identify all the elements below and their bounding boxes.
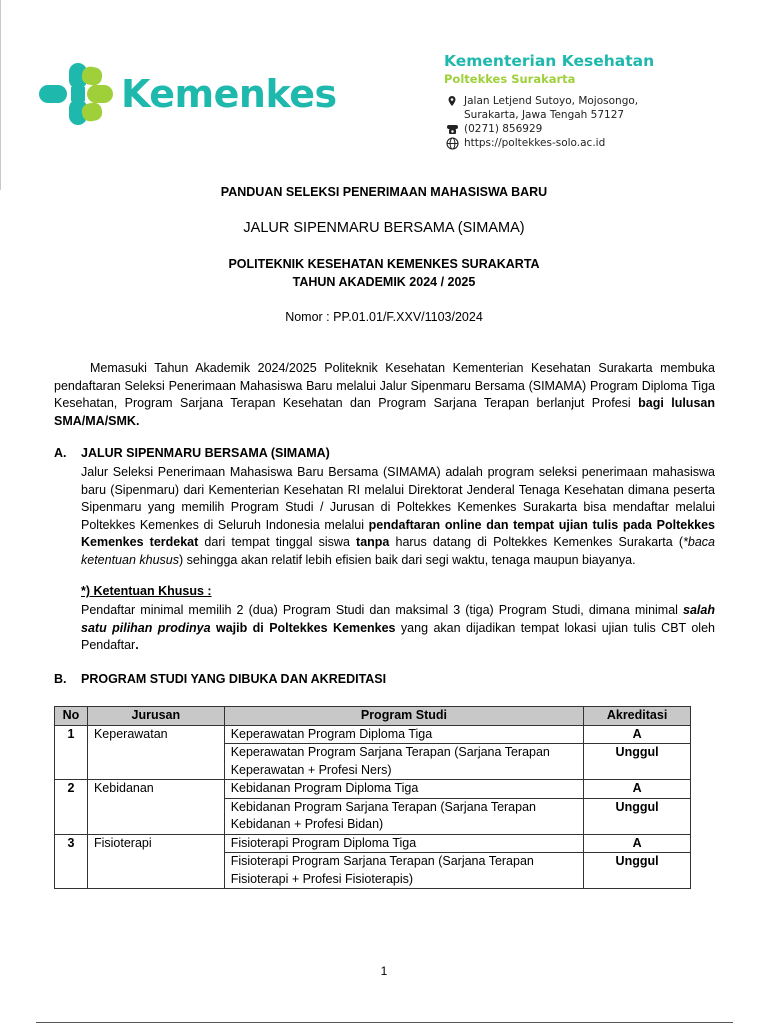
institution-title: POLITEKNIK KESEHATAN KEMENKES SURAKARTA <box>228 257 540 271</box>
doc-title: PANDUAN SELEKSI PENERIMAAN MAHASISWA BARU <box>220 185 548 199</box>
table-row <box>55 725 691 744</box>
table-header-cell: Program Studi <box>224 707 583 726</box>
document-number: Nomor : PP.01.01/F.XXV/1103/2024 <box>285 310 483 324</box>
accreditation-cell: Unggul <box>584 853 691 889</box>
special-provisions-paragraph: Pendaftar minimal memilih 2 (dua) Program Studi dan maksimal 3 (tiga) Program Studi, dimana minimal salah satu pilihan prodinya wajib di Poltekkes Kemenkes yang akan dijadikan tempat lokasi ujian tulis CBT oleh Pendaftar. <box>81 603 715 652</box>
org-block <box>444 52 654 86</box>
program-cell: Kebidanan Program Diploma Tiga <box>224 780 583 799</box>
org-sub: Poltekkes Surakarta <box>444 72 576 86</box>
footer-rule <box>36 1022 733 1023</box>
website-link[interactable]: https://poltekkes-solo.ac.id <box>464 137 606 149</box>
program-cell: Fisioterapi Program Diploma Tiga <box>224 834 583 853</box>
program-cell: Keperawatan Program Diploma Tiga <box>224 725 583 744</box>
academic-year: TAHUN AKADEMIK 2024 / 2025 <box>292 275 476 289</box>
contact-block <box>446 95 638 151</box>
program-table <box>54 706 691 889</box>
section-a-paragraph: Jalur Seleksi Penerimaan Mahasiswa Baru Bersama (SIMAMA) adalah program seleksi penerimaan mahasiswa baru (Sipenmaru) dari Kementerian Kesehatan RI melalui Direktorat Jenderal Tenaga Kesehatan dimana peserta Sipenmaru yang memilih Program Studi / Jurusan di Poltekkes Kemenkes Surakarta bisa mendaftar melalui Poltekkes Kemenkes di Seluruh Indonesia melalui pendaftaran online dan tempat ujian tulis pada Poltekkes Kemenkes terdekat dari tempat tinggal siswa tanpa harus datang di Poltekkes Kemenkes Surakarta (*baca ketentuan khusus) sehingga akan relatif lebih efisien baik dari segi waktu, tenaga maupun biayanya. <box>81 465 716 567</box>
left-margin-rule <box>0 0 1 190</box>
program-cell: Kebidanan Program Sarjana Terapan (Sarjana Terapan Kebidanan + Profesi Bidan) <box>224 798 583 834</box>
row-number: 2 <box>55 780 88 835</box>
table-header-cell: Jurusan <box>87 707 224 726</box>
accreditation-cell: Unggul <box>584 798 691 834</box>
accreditation-cell: Unggul <box>584 744 691 780</box>
section-a-heading: A. JALUR SIPENMARU BERSAMA (SIMAMA) <box>54 446 330 460</box>
accreditation-cell: A <box>584 780 691 799</box>
address-line-2: Surakarta, Jawa Tengah 57127 <box>464 109 625 121</box>
jurusan-cell: Keperawatan <box>87 725 224 780</box>
accreditation-cell: A <box>584 834 691 853</box>
accreditation-cell: A <box>584 725 691 744</box>
table-header-row <box>55 707 691 726</box>
location-pin-icon <box>446 95 464 110</box>
table-row <box>55 780 691 799</box>
special-provisions-title: *) Ketentuan Khusus : <box>81 584 212 598</box>
program-cell: Fisioterapi Program Sarjana Terapan (Sarjana Terapan Fisioterapi + Profesi Fisioterapis) <box>224 853 583 889</box>
org-name: Kementerian Kesehatan <box>444 52 655 70</box>
doc-subtitle: JALUR SIPENMARU BERSAMA (SIMAMA) <box>243 220 525 236</box>
jurusan-cell: Fisioterapi <box>87 834 224 889</box>
phone-icon <box>446 123 464 138</box>
globe-icon <box>446 137 464 153</box>
logo-wordmark: Kemenkes <box>121 72 337 116</box>
intro-paragraph: Memasuki Tahun Akademik 2024/2025 Politeknik Kesehatan Kementerian Kesehatan Surakarta membuka pendaftaran Seleksi Penerimaan Mahasiswa Baru melalui Jalur Sipenmaru Bersama (SIMAMA) Program Diploma Tiga Kesehatan, Program Sarjana Terapan Kesehatan dan Program Sarjana Terapan berlanjut Profesi bagi lulusan SMA/MA/SMK. <box>54 361 715 428</box>
phone-number: (0271) 856929 <box>464 123 543 135</box>
table-row <box>55 834 691 853</box>
jurusan-cell: Kebidanan <box>87 780 224 835</box>
page-number: 1 <box>380 964 388 978</box>
section-b-heading: B. PROGRAM STUDI YANG DIBUKA DAN AKREDITASI <box>54 672 387 686</box>
program-cell: Keperawatan Program Sarjana Terapan (Sarjana Terapan Keperawatan + Profesi Ners) <box>224 744 583 780</box>
row-number: 3 <box>55 834 88 889</box>
table-header-cell: No <box>55 707 88 726</box>
table-header-cell: Akreditasi <box>584 707 691 726</box>
address-line-1: Jalan Letjend Sutoyo, Mojosongo, <box>464 95 639 107</box>
row-number: 1 <box>55 725 88 780</box>
